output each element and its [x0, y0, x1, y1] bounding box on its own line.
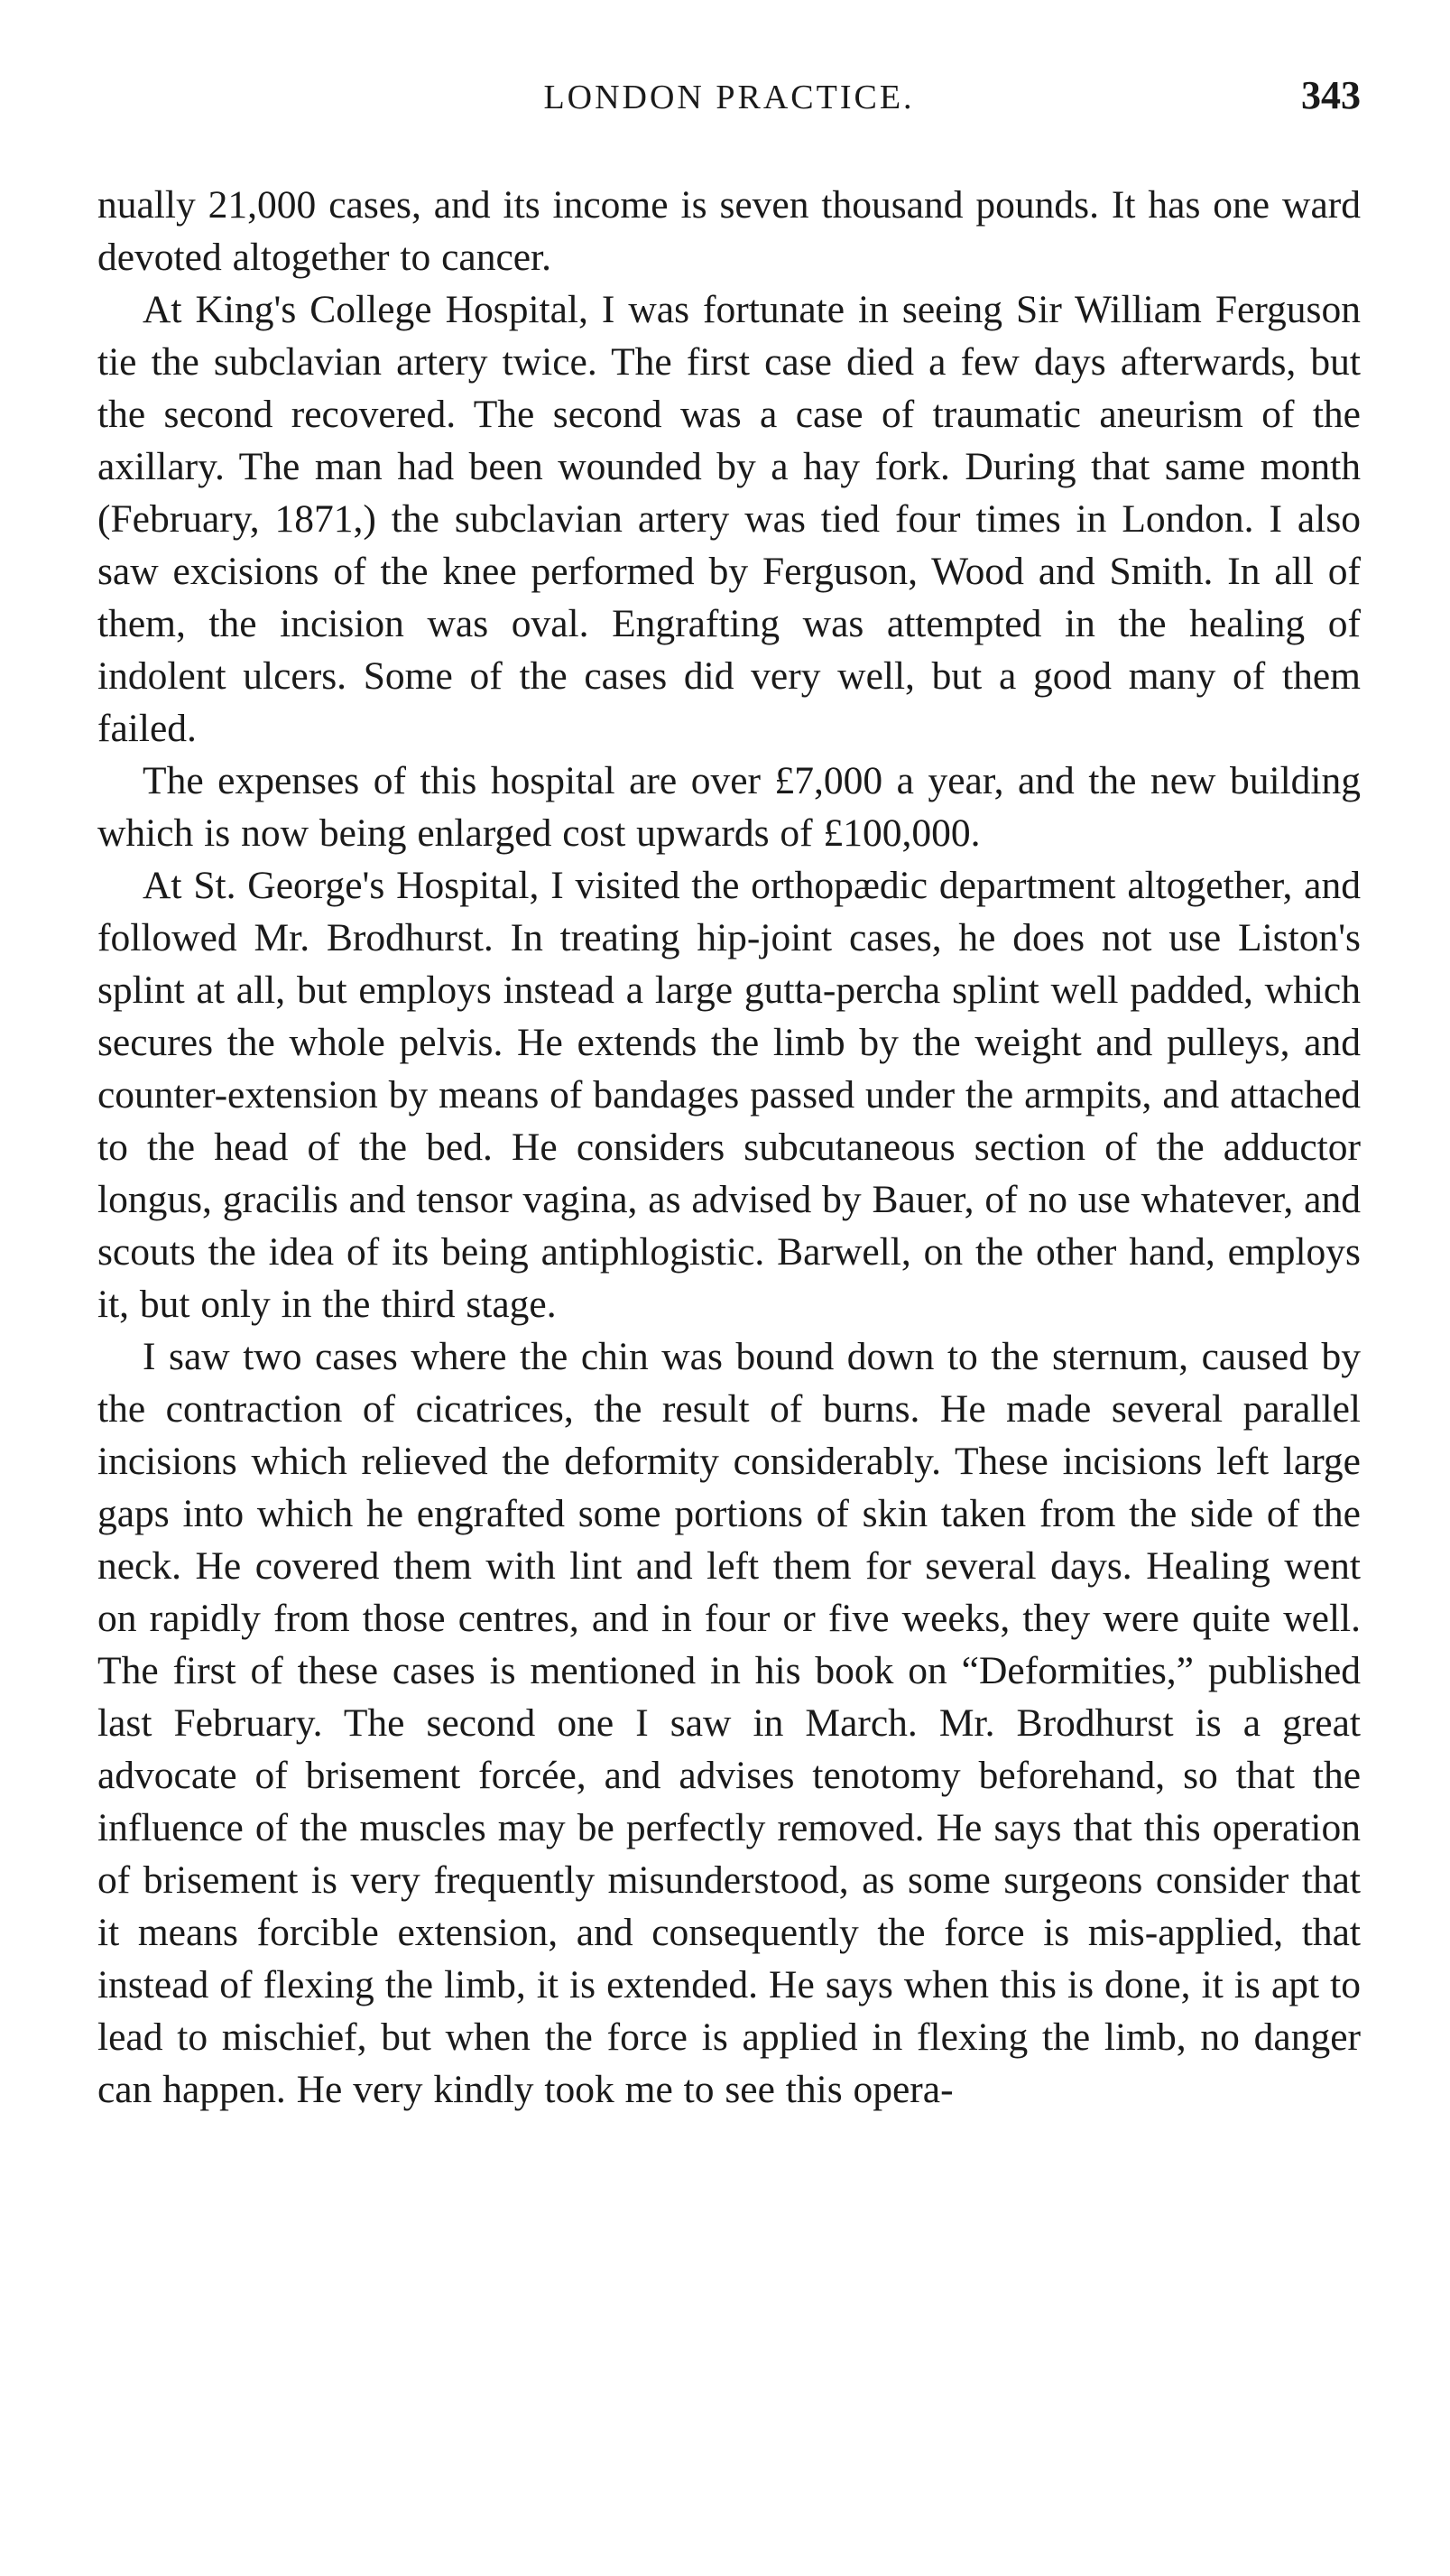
header-title: LONDON PRACTICE.: [543, 79, 915, 116]
body-text: [97, 179, 1361, 2116]
running-header: [97, 72, 1361, 135]
paragraph-st-georges-hospital: At St. George's Hospital, I visited the orthopædic department altogether, and followed Mr. Brodhurst. In treating hip-joint cases, he does not use Liston's splint at all, but employs instead a large gutta-percha splint well padded, which secures the whole pelvis. He extends the limb by the weight and pulleys, and counter-extension by means of bandages passed under the armpits, and attached to the head of the bed. He considers subcutaneous section of the adductor longus, gracilis and tensor vagina, as advised by Bauer, of no use whatever, and scouts the idea of its being antiphlogistic. Barwell, on the other hand, employs it, but only in the third stage.: [97, 864, 1361, 1326]
book-page: [97, 72, 1361, 2116]
page-number: 343: [1301, 73, 1361, 117]
paragraph-continuation: nually 21,000 cases, and its income is seven thousand pounds. It has one ward devoted altogether to cancer.: [97, 183, 1361, 279]
paragraph-hospital-expenses: The expenses of this hospital are over £7,000 a year, and the new building which is now being enlarged cost upwards of £100,000.: [97, 759, 1361, 855]
paragraph-kings-college-hospital: At King's College Hospital, I was fortunate in seeing Sir William Ferguson tie the subclavian artery twice. The first case died a few days afterwards, but the second recovered. The second was a case of traumatic aneurism of the axillary. The man had been wounded by a hay fork. During that same month (February, 1871,) the subclavian artery was tied four times in London. I also saw excisions of the knee performed by Ferguson, Wood and Smith. In all of them, the incision was oval. Engrafting was attempted in the healing of indolent ulcers. Some of the cases did very well, but a good many of them failed.: [97, 288, 1361, 750]
paragraph-chin-cases: I saw two cases where the chin was bound down to the sternum, caused by the contraction of cicatrices, the result of burns. He made several parallel incisions which relieved the deformity considerably. These incisions left large gaps into which he engrafted some portions of skin taken from the side of the neck. He covered them with lint and left them for several days. Healing went on rapidly from those centres, and in four or five weeks, they were quite well. The first of these cases is mentioned in his book on “Deformities,” published last February. The second one I saw in March. Mr. Brodhurst is a great advocate of brisement forcée, and advises tenotomy beforehand, so that the influence of the muscles may be perfectly removed. He says that this operation of brisement is very frequently misunderstood, as some surgeons consider that it means forcible extension, and consequently the force is mis-applied, that instead of flexing the limb, it is extended. He says when this is done, it is apt to lead to mischief, but when the force is applied in flexing the limb, no danger can happen. He very kindly took me to see this opera-: [97, 1335, 1361, 2111]
